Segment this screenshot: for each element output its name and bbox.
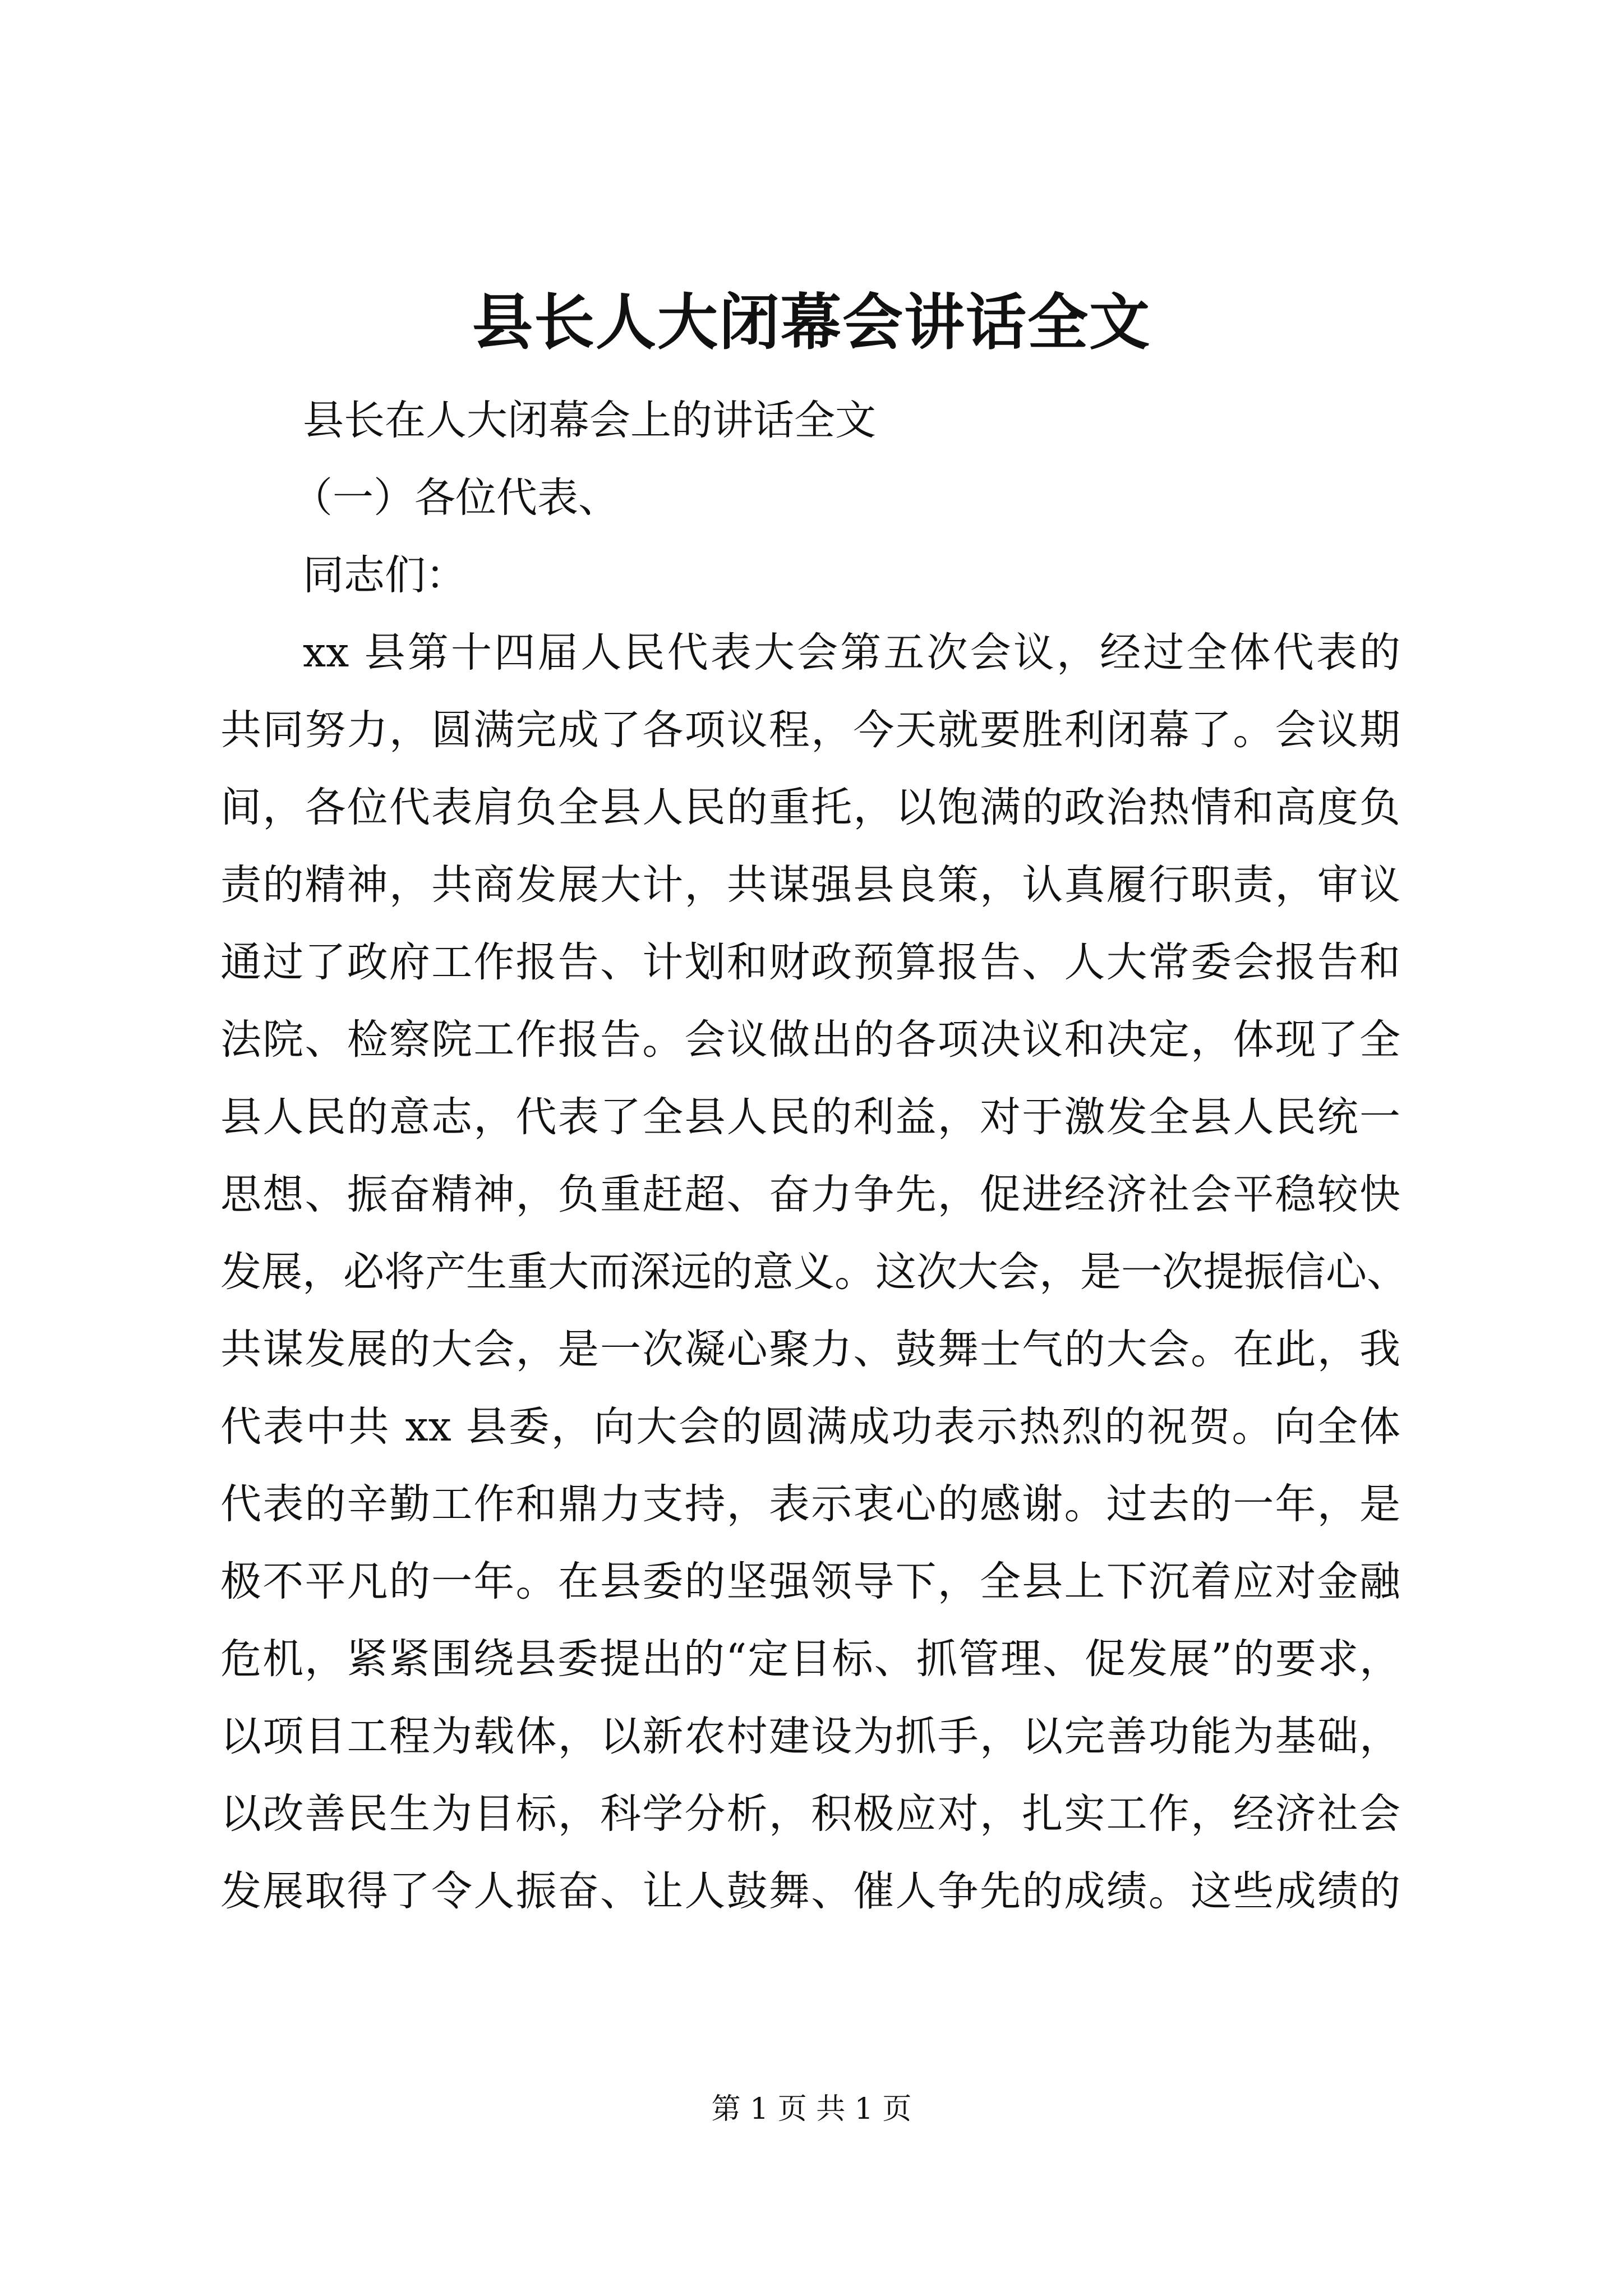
page-number: 第 1 页 共 1 页: [711, 2092, 912, 2126]
paragraph-line: 通过了政府工作报告、计划和财政预算报告、人大常委会报告和: [220, 938, 1400, 986]
paragraph-line: 以项目工程为载体，以新农村建设为抓手，以完善功能为基础，: [220, 1713, 1400, 1760]
salutation-line-2: 同志们：: [303, 551, 467, 599]
paragraph-line: 代表中共 xx 县委，向大会的圆满成功表示热烈的祝贺。向全体: [220, 1403, 1400, 1451]
paragraph-line: 以改善民生为目标，科学分析，积极应对，扎实工作，经济社会: [220, 1790, 1400, 1838]
paragraph-line: 危机，紧紧围绕县委提出的“定目标、抓管理、促发展”的要求，: [220, 1635, 1400, 1683]
salutation-line-1: （一）各位代表、: [292, 474, 619, 522]
paragraph-line: 共同努力，圆满完成了各项议程，今天就要胜利闭幕了。会议期: [220, 706, 1400, 754]
paragraph-line: 县人民的意志，代表了全县人民的利益，对于激发全县人民统一: [220, 1093, 1400, 1141]
paragraph-line: 代表的辛勤工作和鼎力支持，表示衷心的感谢。过去的一年，是: [220, 1480, 1400, 1528]
paragraph-line: xx 县第十四届人民代表大会第五次会议，经过全体代表的: [303, 629, 1400, 677]
paragraph-line: 法院、检察院工作报告。会议做出的各项决议和决定，体现了全: [220, 1016, 1400, 1064]
paragraph-line: 发展，必将产生重大而深远的意义。这次大会，是一次提振信心、: [220, 1248, 1408, 1296]
paragraph-line: 发展取得了令人振奋、让人鼓舞、催人争先的成绩。这些成绩的: [220, 1867, 1400, 1915]
document-title: 县长人大闭幕会讲话全文: [472, 287, 1151, 358]
document-subtitle: 县长在人大闭幕会上的讲话全文: [303, 397, 876, 444]
paragraph-line: 极不平凡的一年。在县委的坚强领导下，全县上下沉着应对金融: [220, 1558, 1400, 1605]
paragraph-line: 共谋发展的大会，是一次凝心聚力、鼓舞士气的大会。在此，我: [220, 1326, 1400, 1373]
paragraph-line: 间，各位代表肩负全县人民的重托，以饱满的政治热情和高度负: [220, 784, 1400, 831]
paragraph-line: 思想、振奋精神，负重赶超、奋力争先，促进经济社会平稳较快: [220, 1171, 1400, 1218]
paragraph-line: 责的精神，共商发展大计，共谋强县良策，认真履行职责，审议: [220, 861, 1400, 909]
